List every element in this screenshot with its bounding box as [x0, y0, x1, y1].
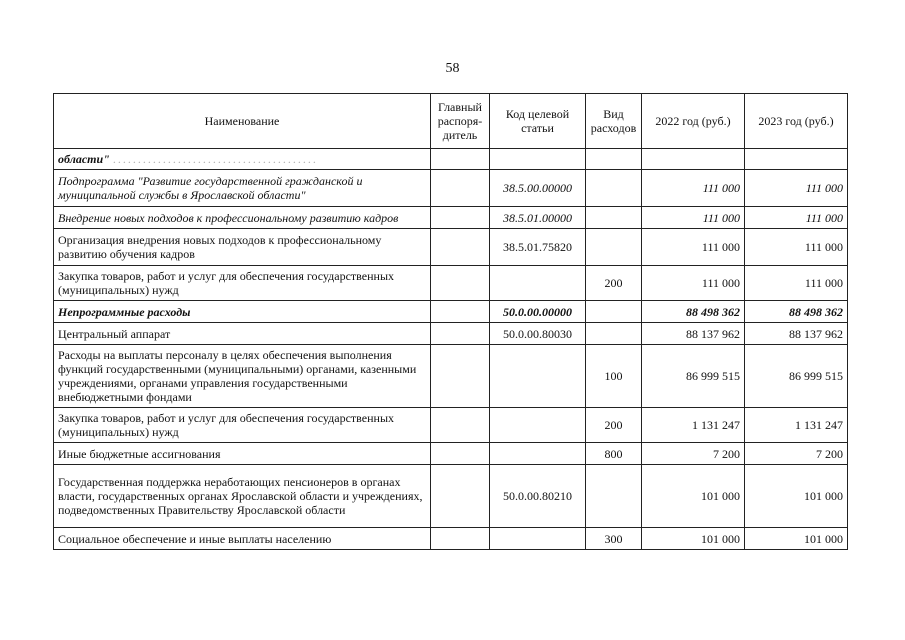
row-name: Закупка товаров, работ и услуг для обеспечения государственных (муниципальных) нужд: [54, 408, 431, 443]
row-admin: [431, 443, 490, 465]
row-admin: [431, 408, 490, 443]
row-type: 300: [586, 528, 642, 550]
row-code: [490, 443, 586, 465]
header-year-2022: 2022 год (руб.): [642, 94, 745, 149]
table-row: [54, 301, 848, 323]
header-year-2023: 2023 год (руб.): [745, 94, 848, 149]
row-2022: 111 000: [642, 266, 745, 301]
row-2022: 88 137 962: [642, 323, 745, 345]
row-name: Иные бюджетные ассигнования: [54, 443, 431, 465]
row-type: [586, 301, 642, 323]
row-type: [586, 149, 642, 170]
row-type: [586, 465, 642, 528]
row-2023: 88 498 362: [745, 301, 848, 323]
row-type: 200: [586, 408, 642, 443]
table-row: [54, 465, 848, 528]
row-2022: 88 498 362: [642, 301, 745, 323]
row-name: Закупка товаров, работ и услуг для обеспечения государственных (муниципальных) нужд: [54, 266, 431, 301]
row-name: Организация внедрения новых подходов к профессиональному развитию обучения кадров: [54, 229, 431, 266]
table-row: [54, 443, 848, 465]
page-number: 58: [445, 61, 460, 76]
row-2022: 1 131 247: [642, 408, 745, 443]
row-2022: 111 000: [642, 207, 745, 229]
table-row: [54, 323, 848, 345]
row-code: [490, 266, 586, 301]
row-type: [586, 229, 642, 266]
row-2023: 88 137 962: [745, 323, 848, 345]
row-2022: 7 200: [642, 443, 745, 465]
table-row: [54, 528, 848, 550]
row-admin: [431, 266, 490, 301]
row-type: 200: [586, 266, 642, 301]
header-type: Вид расходов: [586, 94, 642, 149]
row-admin: [431, 149, 490, 170]
row-name: Государственная поддержка неработающих пенсионеров в органах власти, государственных органах Ярославской области и учреждениях, подведомственных Правительству Ярославской области: [54, 465, 431, 528]
row-name: Социальное обеспечение и иные выплаты населению: [54, 528, 431, 550]
table-row: [54, 408, 848, 443]
row-2023: 111 000: [745, 229, 848, 266]
row-admin: [431, 345, 490, 408]
row-admin: [431, 323, 490, 345]
table-row: [54, 149, 848, 170]
table-row: [54, 345, 848, 408]
row-code: [490, 408, 586, 443]
table-row: [54, 229, 848, 266]
row-2022: 101 000: [642, 465, 745, 528]
row-name: Внедрение новых подходов к профессиональному развитию кадров: [54, 207, 431, 229]
table-row: [54, 170, 848, 207]
row-2023: 111 000: [745, 207, 848, 229]
row-code: 38.5.01.75820: [490, 229, 586, 266]
table-row: [54, 266, 848, 301]
header-name: Наименование: [54, 94, 431, 149]
row-2023: 111 000: [745, 170, 848, 207]
row-code: [490, 528, 586, 550]
row-type: [586, 323, 642, 345]
row-admin: [431, 465, 490, 528]
header-code: Код целевой статьи: [490, 94, 586, 149]
table-row: [54, 207, 848, 229]
row-name: Непрограммные расходы: [54, 301, 431, 323]
row-admin: [431, 170, 490, 207]
row-2022: 111 000: [642, 229, 745, 266]
row-2023: 101 000: [745, 528, 848, 550]
budget-table: [53, 93, 848, 550]
row-2023: 111 000: [745, 266, 848, 301]
row-code: 50.0.00.80030: [490, 323, 586, 345]
dot-leader: .........................................: [112, 152, 318, 166]
table-header-row: [54, 94, 848, 149]
row-code: [490, 149, 586, 170]
row-type: [586, 170, 642, 207]
row-2022: 86 999 515: [642, 345, 745, 408]
row-admin: [431, 229, 490, 266]
row-name: Подпрограмма "Развитие государственной гражданской и муниципальной службы в Ярославской области": [54, 170, 431, 207]
row-name: Расходы на выплаты персоналу в целях обеспечения выполнения функций государственными (муниципальными) органами, казенными учреждениями, органами управления государственными внебюджетными фондами: [54, 345, 431, 408]
row-2022: 111 000: [642, 170, 745, 207]
row-2023: 7 200: [745, 443, 848, 465]
header-admin: Главный распоря-дитель: [431, 94, 490, 149]
row-code: 38.5.01.00000: [490, 207, 586, 229]
row-admin: [431, 301, 490, 323]
row-admin: [431, 207, 490, 229]
row-type: 100: [586, 345, 642, 408]
row-code: [490, 345, 586, 408]
row-code: 50.0.00.80210: [490, 465, 586, 528]
row-code: 38.5.00.00000: [490, 170, 586, 207]
row-code: 50.0.00.00000: [490, 301, 586, 323]
row-type: [586, 207, 642, 229]
row-type: 800: [586, 443, 642, 465]
row-2023: 86 999 515: [745, 345, 848, 408]
row-2023: 101 000: [745, 465, 848, 528]
row-name: области" .........................................: [54, 149, 431, 170]
row-2022: 101 000: [642, 528, 745, 550]
row-2022: [642, 149, 745, 170]
row-2023: [745, 149, 848, 170]
row-name: Центральный аппарат: [54, 323, 431, 345]
row-admin: [431, 528, 490, 550]
row-2023: 1 131 247: [745, 408, 848, 443]
